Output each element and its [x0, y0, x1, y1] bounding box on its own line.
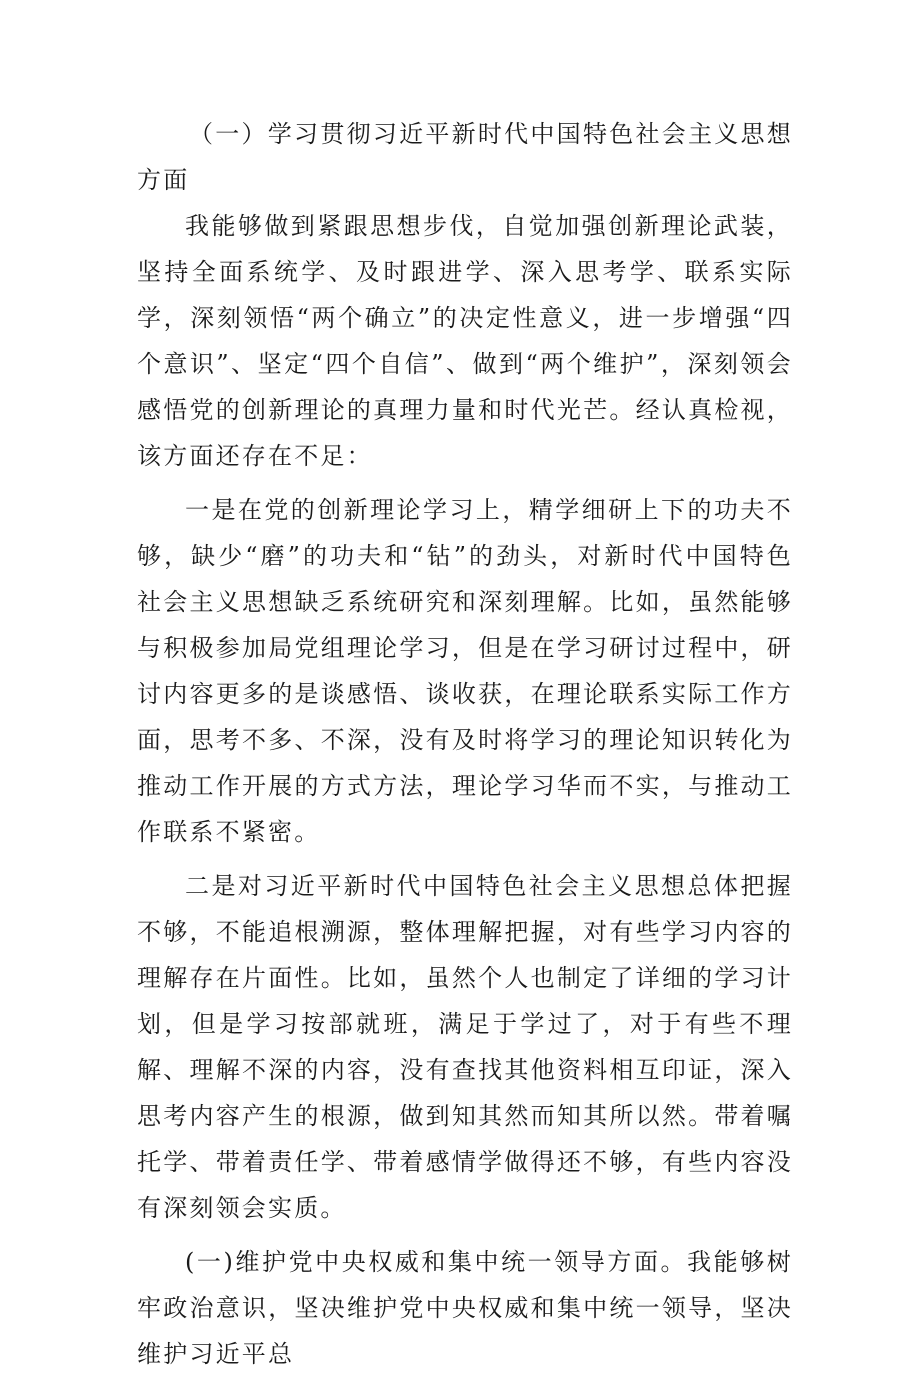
- paragraph-3: 二是对习近平新时代中国特色社会主义思想总体把握不够，不能追根溯源，整体理解把握，对有些学习内容的理解存在片面性。比如，虽然个人也制定了详细的学习计划，但是学习按部就班，满足于学过了，对于有些不理解、理解不深的内容，没有查找其他资料相互印证，深入思考内容产生的根源，做到知其然而知其所以然。带着嘱托学、带着责任学、带着感情学做得还不够，有些内容没有深刻领会实质。: [137, 872, 793, 1222]
- paragraph-2: 一是在党的创新理论学习上，精学细研上下的功夫不够，缺少“磨”的功夫和“钻”的劲头，对新时代中国特色社会主义思想缺乏系统研究和深刻理解。比如，虽然能够与积极参加局党组理论学习，但是在学习研讨过程中，研讨内容更多的是谈感悟、谈收获，在理论联系实际工作方面，思考不多、不深，没有及时将学习的理论知识转化为推动工作开展的方式方法，理论学习华而不实，与推动工作联系不紧密。: [137, 496, 793, 846]
- section-heading: （一）学习贯彻习近平新时代中国特色社会主义思想方面: [137, 120, 793, 194]
- paragraph-1: 我能够做到紧跟思想步伐，自觉加强创新理论武装，坚持全面系统学、及时跟进学、深入思考学、联系实际学，深刻领悟“两个确立”的决定性意义，进一步增强“四个意识”、坚定“四个自信”、做到“两个维护”，深刻领会感悟党的创新理论的真理力量和时代光芒。经认真检视，该方面还存在不足：: [137, 212, 793, 470]
- paragraph-4: (一)维护党中央权威和集中统一领导方面。我能够树牢政治意识，坚决维护党中央权威和集中统一领导，坚决维护习近平总: [137, 1248, 793, 1368]
- document-body: [137, 111, 793, 1377]
